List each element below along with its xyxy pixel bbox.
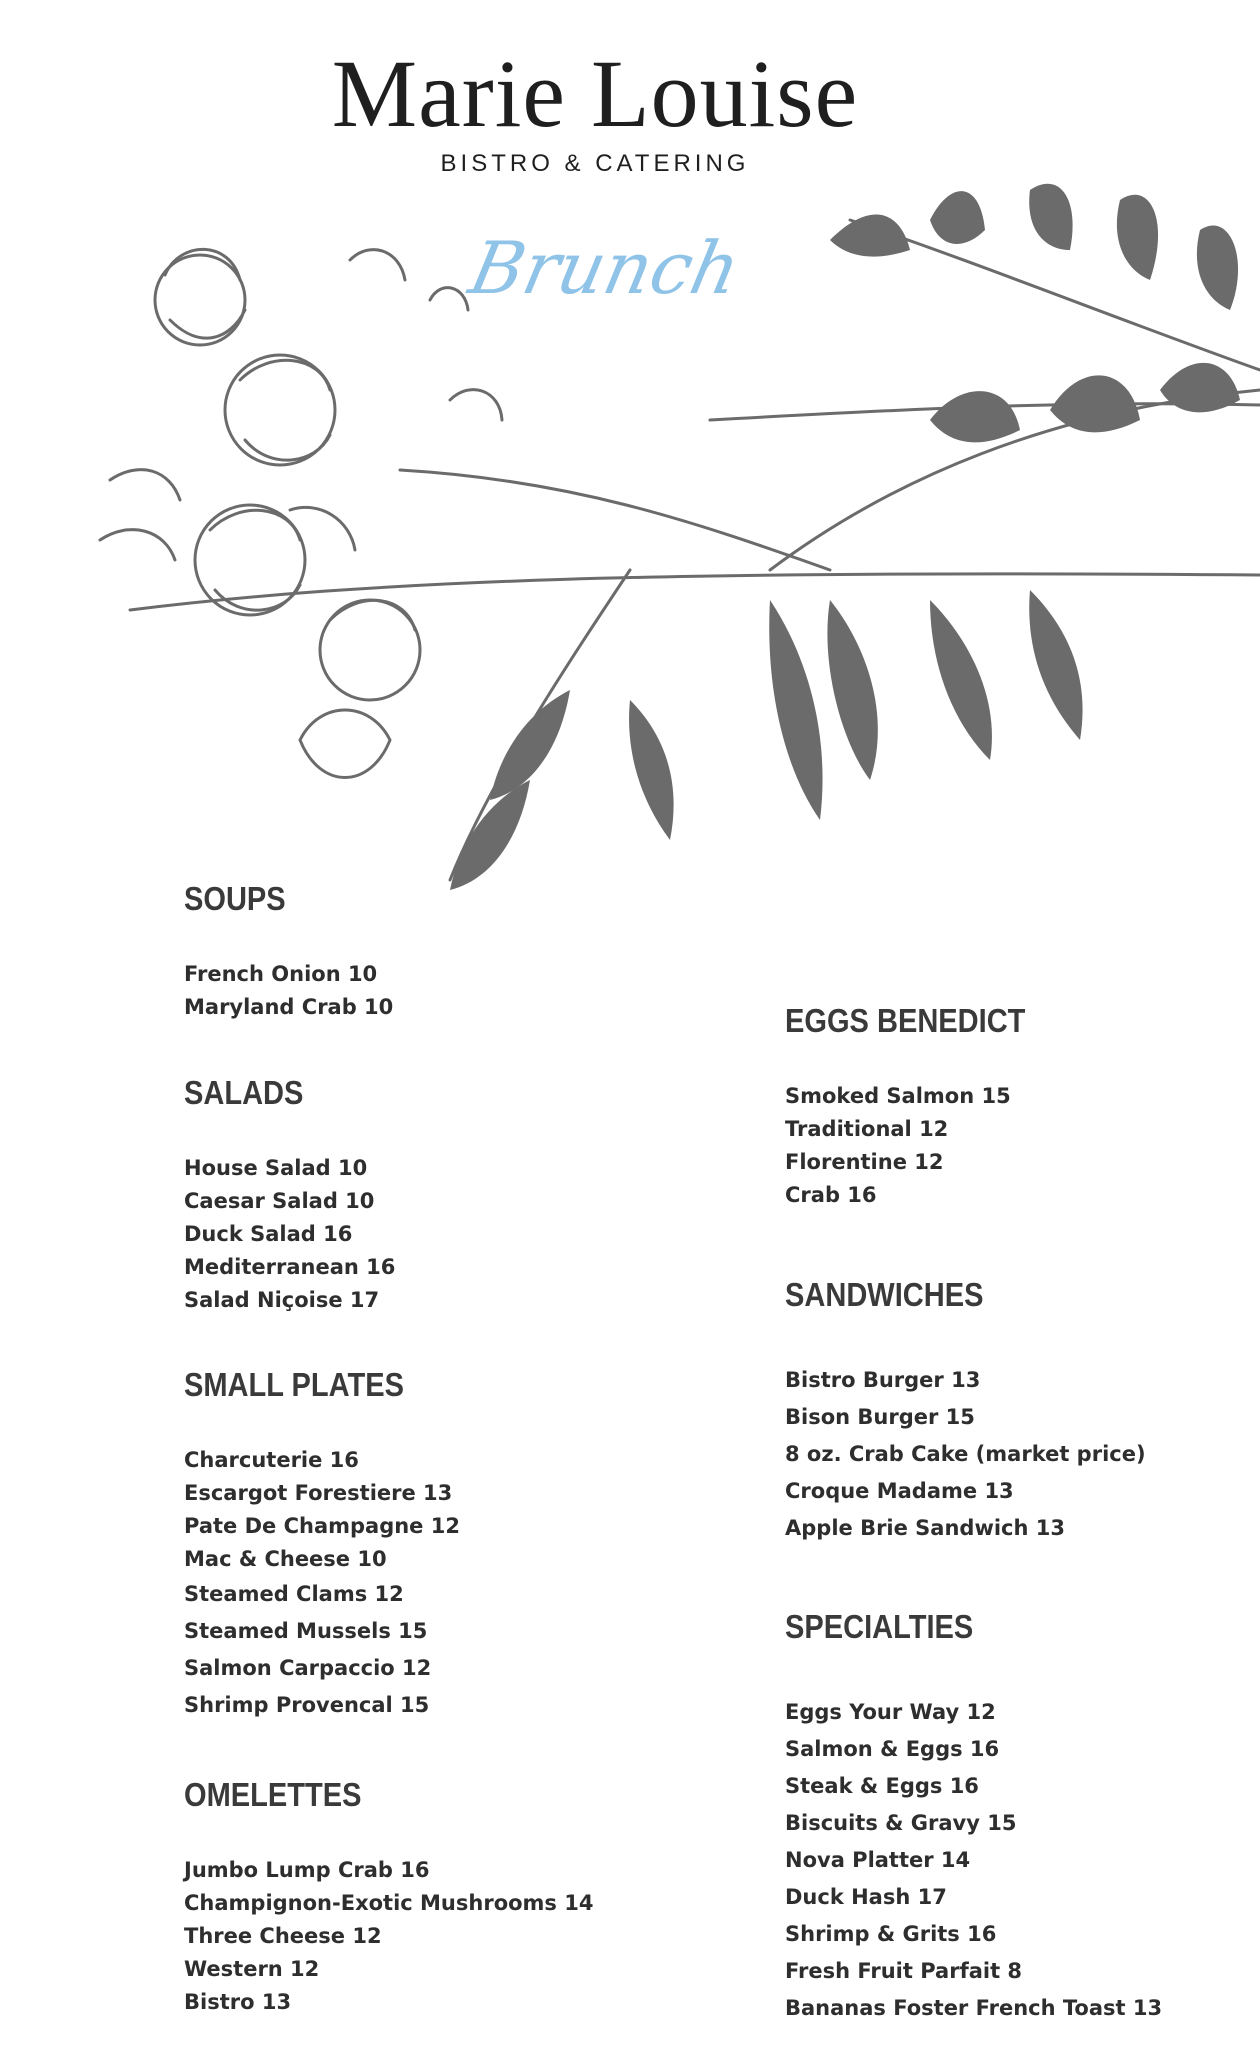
section-heading: SPECIALTIES bbox=[785, 1608, 974, 1645]
menu-item: Caesar Salad 10 bbox=[184, 1189, 375, 1213]
menu-item: Croque Madame 13 bbox=[785, 1479, 1014, 1503]
sandwiches-section bbox=[785, 1276, 1146, 1547]
menu-item: Crab 16 bbox=[785, 1183, 877, 1207]
soups-section bbox=[184, 880, 393, 1024]
menu-item: Shrimp Provencal 15 bbox=[184, 1693, 430, 1717]
menu-item: Traditional 12 bbox=[785, 1117, 949, 1141]
menu-item: Mediterranean 16 bbox=[184, 1255, 396, 1279]
menu-item: Three Cheese 12 bbox=[184, 1924, 382, 1948]
menu-item: Salmon Carpaccio 12 bbox=[184, 1656, 432, 1680]
menu-item: Champignon-Exotic Mushrooms 14 bbox=[184, 1891, 594, 1915]
menu-item: Shrimp & Grits 16 bbox=[785, 1922, 997, 1946]
eggs-benedict-section bbox=[785, 1002, 1058, 1212]
menu-item: Fresh Fruit Parfait 8 bbox=[785, 1959, 1023, 1983]
menu-item: French Onion 10 bbox=[184, 962, 378, 986]
menu-title: Brunch bbox=[462, 226, 748, 310]
omelettes-section bbox=[184, 1776, 593, 2019]
menu-item: Charcuterie 16 bbox=[184, 1448, 359, 1472]
section-heading: SALADS bbox=[184, 1074, 304, 1111]
menu-item: Western 12 bbox=[184, 1957, 320, 1981]
menu-item: Mac & Cheese 10 bbox=[184, 1547, 387, 1571]
menu-item: Florentine 12 bbox=[785, 1150, 944, 1174]
menu-item: Duck Hash 17 bbox=[785, 1885, 947, 1909]
menu-item: Bananas Foster French Toast 13 bbox=[785, 1996, 1163, 2020]
menu-item: Bistro Burger 13 bbox=[785, 1368, 981, 1392]
menu-item: Eggs Your Way 12 bbox=[785, 1700, 996, 1724]
menu-item: Smoked Salmon 15 bbox=[785, 1084, 1011, 1108]
salads-section bbox=[184, 1074, 395, 1317]
menu-item: Salmon & Eggs 16 bbox=[785, 1737, 1000, 1761]
menu-item: 8 oz. Crab Cake (market price) bbox=[785, 1442, 1146, 1466]
menu-item: Biscuits & Gravy 15 bbox=[785, 1811, 1017, 1835]
menu-item: Bison Burger 15 bbox=[785, 1405, 975, 1429]
menu-item: Steamed Mussels 15 bbox=[184, 1619, 428, 1643]
specialties-section bbox=[785, 1608, 1162, 2027]
menu-item: Jumbo Lump Crab 16 bbox=[184, 1858, 430, 1882]
menu-item: Steamed Clams 12 bbox=[184, 1582, 404, 1606]
menu-item: Nova Platter 14 bbox=[785, 1848, 971, 1872]
menu-item: Escargot Forestiere 13 bbox=[184, 1481, 453, 1505]
restaurant-tagline: BISTRO & CATERING bbox=[440, 150, 750, 177]
menu-item: Salad Niçoise 17 bbox=[184, 1288, 380, 1312]
section-heading: EGGS BENEDICT bbox=[785, 1002, 1026, 1039]
section-heading: SANDWICHES bbox=[785, 1276, 984, 1313]
menu-item: Duck Salad 16 bbox=[184, 1222, 353, 1246]
menu-item: Maryland Crab 10 bbox=[184, 995, 394, 1019]
small-plates-section bbox=[184, 1366, 460, 1724]
menu-item: House Salad 10 bbox=[184, 1156, 368, 1180]
menu-item: Pate De Champagne 12 bbox=[184, 1514, 460, 1538]
section-heading: SOUPS bbox=[184, 880, 286, 917]
menu-item: Bistro 13 bbox=[184, 1990, 292, 2014]
section-heading: SMALL PLATES bbox=[184, 1366, 404, 1403]
restaurant-name: Marie Louise bbox=[331, 40, 859, 147]
section-heading: OMELETTES bbox=[184, 1776, 362, 1813]
menu-item: Apple Brie Sandwich 13 bbox=[785, 1516, 1065, 1540]
menu-item: Steak & Eggs 16 bbox=[785, 1774, 979, 1798]
